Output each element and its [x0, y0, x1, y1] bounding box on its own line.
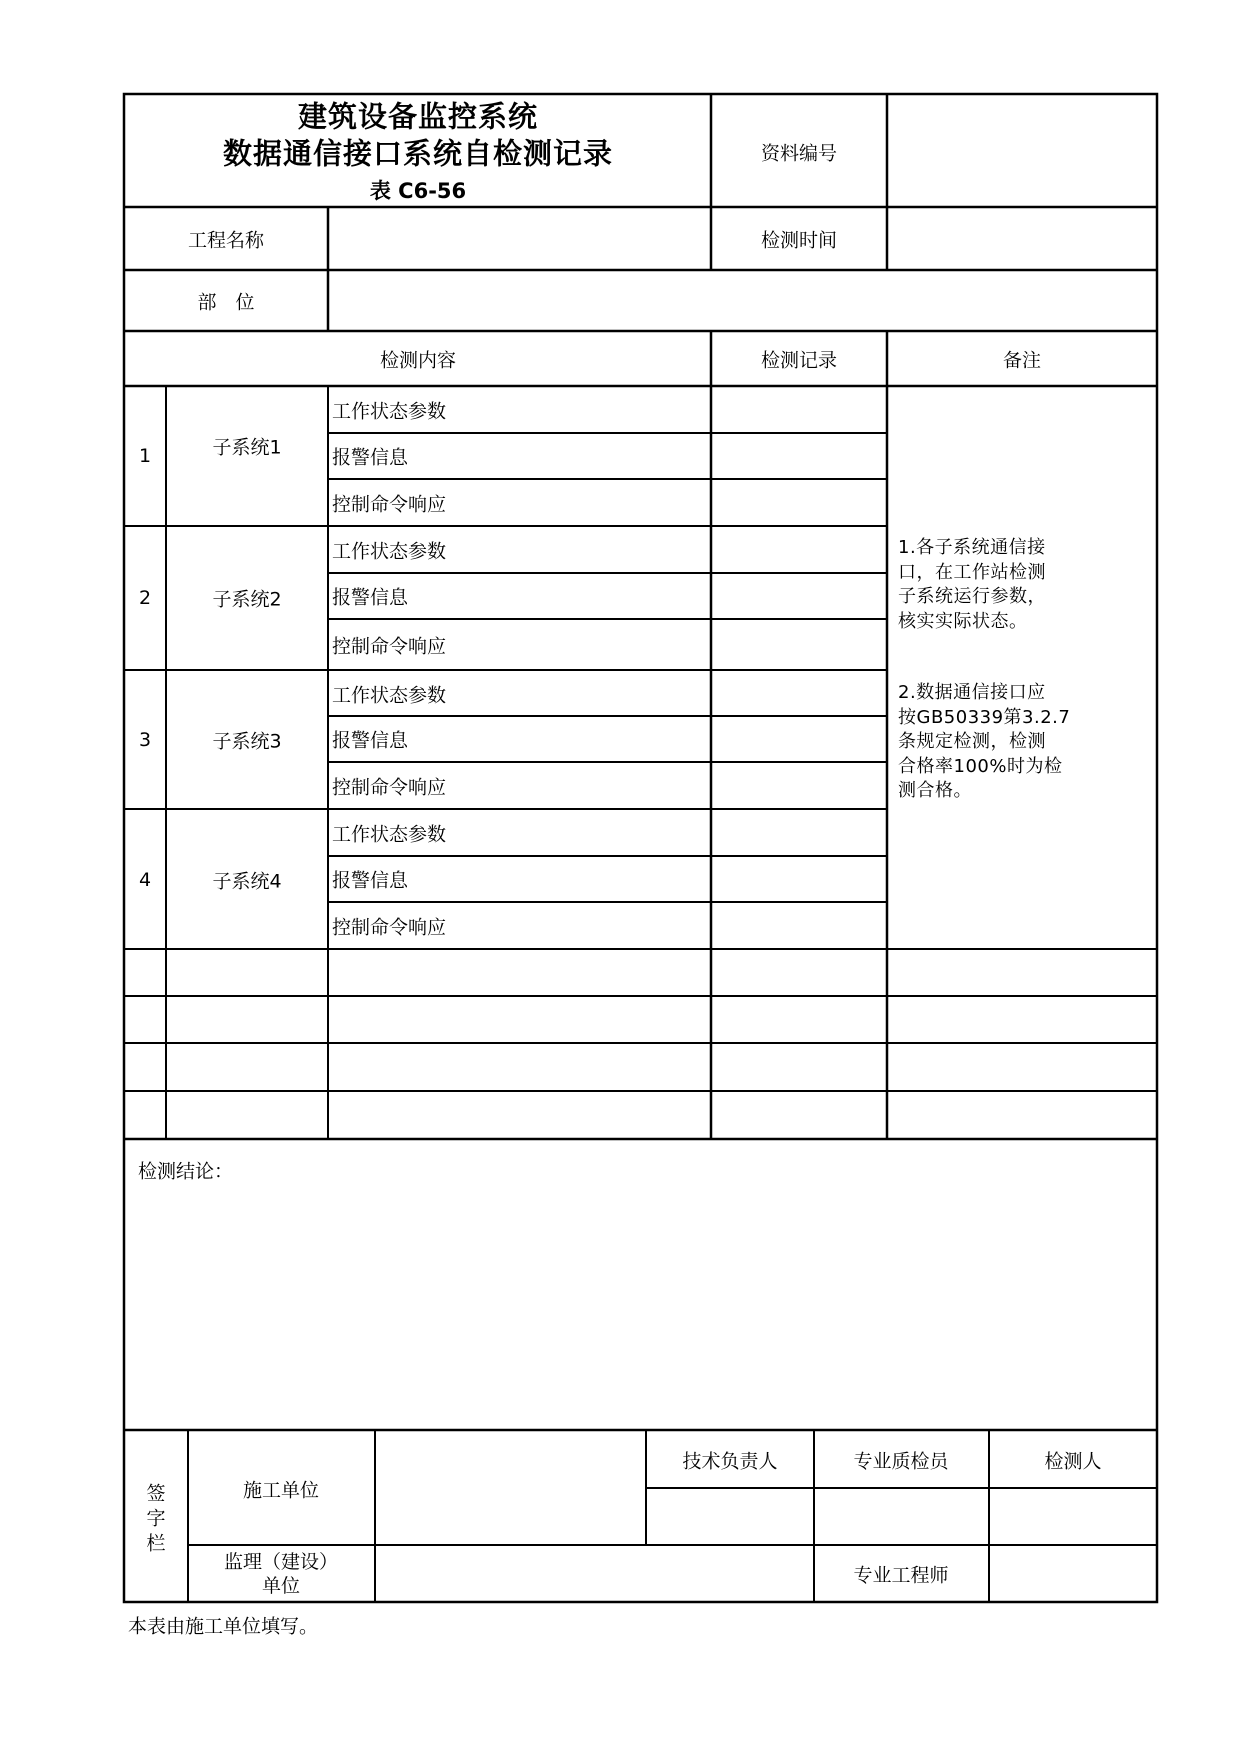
- check-item: 工作状态参数: [332, 823, 447, 846]
- subsystem-number: 3: [138, 729, 152, 751]
- check-item: 控制命令响应: [332, 776, 447, 799]
- check-item: 控制命令响应: [332, 916, 447, 939]
- check-item: 控制命令响应: [332, 493, 447, 516]
- subsystem-number: 4: [138, 869, 152, 891]
- signature-section-label: 签 字 栏: [146, 1482, 166, 1555]
- supervision-unit-label: 监理（建设） 单位: [223, 1551, 339, 1597]
- remark-note-1: 1.各子系统通信接 口，在工作站检测 子系统运行参数， 核实实际状态。: [898, 537, 1046, 632]
- footer-note: 本表由施工单位填写。: [128, 1615, 319, 1638]
- check-item: 报警信息: [332, 729, 409, 752]
- subsystem-name: 子系统3: [212, 730, 282, 753]
- column-header-content: 检测内容: [379, 349, 457, 372]
- form-title-line2: 数据通信接口系统自检测记录: [222, 136, 614, 171]
- check-item: 报警信息: [332, 446, 409, 469]
- table-number: 表 C6-56: [369, 179, 467, 203]
- qc-inspector-label: 专业质检员: [853, 1450, 949, 1473]
- check-item: 工作状态参数: [332, 540, 447, 563]
- engineer-label: 专业工程师: [853, 1564, 949, 1587]
- check-item: 工作状态参数: [332, 400, 447, 423]
- inspection-time-label: 检测时间: [760, 229, 838, 252]
- project-name-label: 工程名称: [187, 229, 265, 252]
- subsystem-name: 子系统2: [212, 588, 282, 611]
- check-item: 报警信息: [332, 586, 409, 609]
- subsystem-number: 2: [138, 587, 152, 609]
- subsystem-name: 子系统4: [212, 870, 282, 893]
- construction-unit-label: 施工单位: [242, 1479, 320, 1502]
- subsystem-number: 1: [138, 445, 152, 467]
- subsystem-name: 子系统1: [212, 436, 282, 459]
- doc-no-label: 资料编号: [760, 142, 838, 165]
- column-header-remark: 备注: [1002, 349, 1042, 372]
- check-item: 工作状态参数: [332, 684, 447, 707]
- column-header-record: 检测记录: [760, 349, 838, 372]
- check-item: 报警信息: [332, 869, 409, 892]
- tech-lead-label: 技术负责人: [682, 1450, 778, 1473]
- inspector-label: 检测人: [1044, 1450, 1102, 1473]
- form-title-line1: 建筑设备监控系统: [297, 99, 539, 134]
- check-item: 控制命令响应: [332, 635, 447, 658]
- conclusion-label: 检测结论：: [138, 1160, 234, 1183]
- location-label: 部 位: [197, 291, 255, 314]
- remark-note-2: 2.数据通信接口应 按GB50339第3.2.7 条规定检测，检测 合格率100%时为检 测合格。: [898, 682, 1071, 801]
